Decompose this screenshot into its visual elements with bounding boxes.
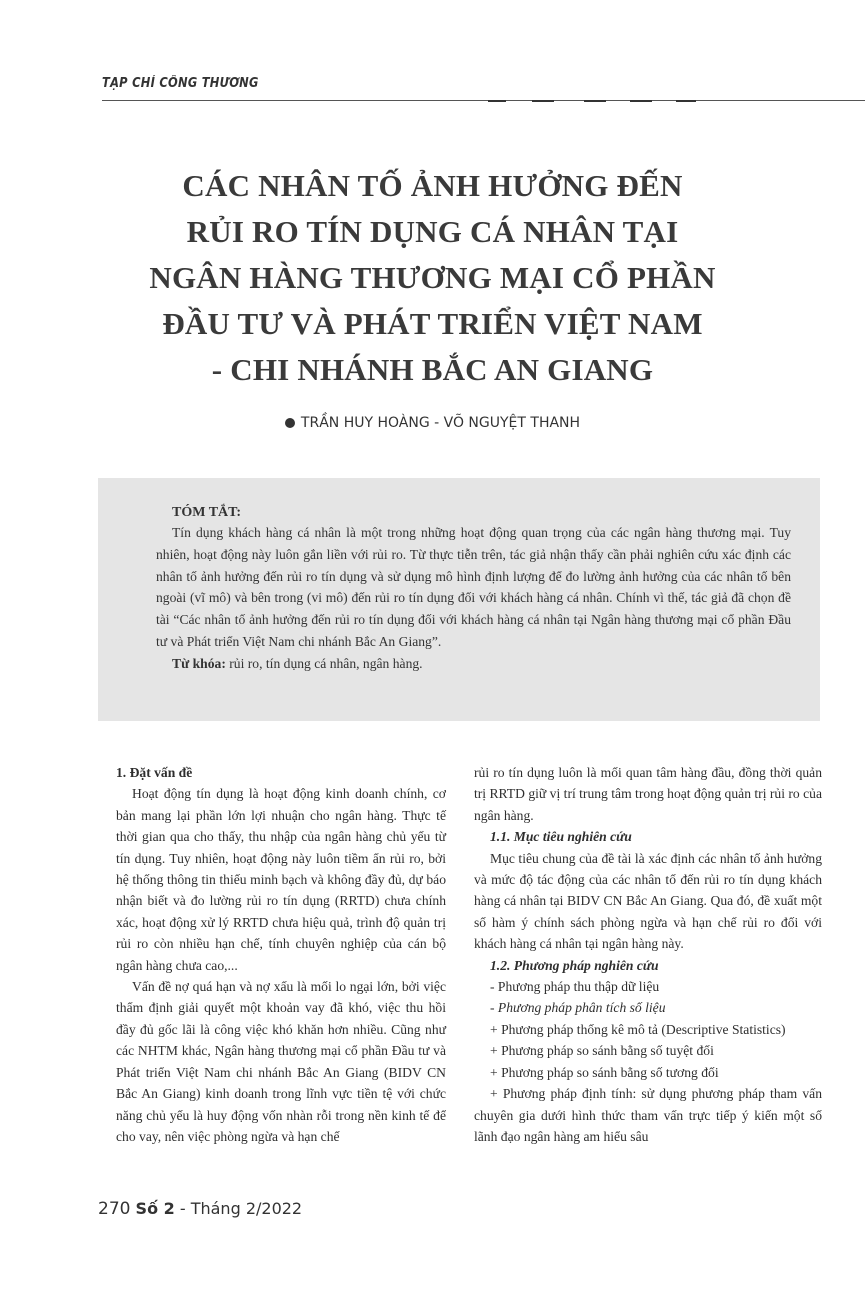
method-item: + Phương pháp so sánh bằng số tương đối [490, 1064, 719, 1080]
journal-header [102, 76, 865, 106]
title-line: RỦI RO TÍN DỤNG CÁ NHÂN TẠI [186, 214, 679, 249]
issue-date: - Tháng 2/2022 [174, 1199, 303, 1218]
paragraph: Vấn đề nợ quá hạn và nợ xấu là mối lo ngại lớn, bởi việc thẩm định giải quyết một khoản vay đã khó, việc thu hồi đầy đủ gốc lãi là công việc khó khăn hơn nhiều. Cũng như các NHTM khác, Ngân hàng thương mại cổ phần Đầu tư và Phát triển Việt Nam chi nhánh Bắc An Giang (BIDV CN Bắc An Giang) kinh doanh trong lĩnh vực tiền tệ với chức năng chủ yếu là huy động vốn nhàn rỗi trong nền kinh tế để cho vay, nên việc phòng ngừa và hạn chế [116, 979, 446, 1144]
header-dash [676, 100, 696, 102]
section-heading: 1. Đặt vấn đề [116, 765, 193, 780]
title-line: ĐẦU TƯ VÀ PHÁT TRIỂN VIỆT NAM [162, 306, 703, 341]
title-line: CÁC NHÂN TỐ ẢNH HƯỞNG ĐẾN [182, 168, 683, 203]
paragraph: rủi ro tín dụng luôn là mối quan tâm hàng đầu, đồng thời quản trị RRTD giữ vị trí trung tâm trong hoạt động quản trị rủi ro của ngân hàng. [474, 765, 822, 823]
header-rule [102, 100, 865, 101]
subsection-heading: 1.1. Mục tiêu nghiên cứu [490, 829, 632, 845]
author-names: TRẦN HUY HOÀNG - VÕ NGUYỆT THANH [300, 415, 581, 431]
abstract-body: Tín dụng khách hàng cá nhân là một trong những hoạt động quan trọng của các ngân hàng thương mại. Tuy nhiên, hoạt động này luôn gắn liền với rủi ro. Từ thực tiễn trên, tác giả nhận thấy cần phải nghiên cứu xác định các nhân tố ảnh hưởng đến rủi ro tín dụng và sử dụng mô hình định lượng để đo lường ảnh hưởng của các nhân tố bên ngoài (vĩ mô) và bên trong (vi mô) đến rủi ro tín dụng đối với khách hàng cá nhân. Chính vì thế, tác giả đã chọn đề tài “Các nhân tố ảnh hưởng đến rủi ro tín dụng đối với khách hàng cá nhân tại Ngân hàng thương mại cổ phần Đầu tư và Phát triển Việt Nam chi nhánh Bắc An Giang”. [156, 525, 791, 649]
page-footer [98, 1199, 302, 1219]
journal-name: TẠP CHÍ CÔNG THƯƠNG [102, 76, 259, 91]
header-dash [584, 100, 606, 102]
paragraph: Mục tiêu chung của đề tài là xác định các nhân tố ảnh hưởng và mức độ tác động của các nhân tố đến rủi ro tín dụng khách hàng cá nhân tại BIDV CN Bắc An Giang. Qua đó, đề xuất một số hàm ý chính sách phòng ngừa và hạn chế rủi ro đối với khách hàng cá nhân tại ngân hàng này. [474, 850, 822, 952]
header-dash [532, 100, 554, 102]
right-column [474, 762, 822, 1147]
page-number: 270 [98, 1199, 131, 1219]
issue-number: Số 2 [135, 1199, 175, 1218]
method-item: - Phương pháp phân tích số liệu [490, 1000, 666, 1016]
keywords-value: rủi ro, tín dụng cá nhân, ngân hàng. [225, 655, 423, 671]
method-item: + Phương pháp định tính: sử dụng phương pháp tham vấn chuyên gia dưới hình thức tham vấn trực tiếp ý kiến một số lãnh đạo ngân hàng am hiểu sâu [474, 1086, 822, 1144]
bullet-icon [285, 418, 295, 428]
authors [0, 415, 865, 431]
abstract-keywords [156, 653, 791, 675]
header-dash [630, 100, 652, 102]
article-title [120, 163, 745, 393]
subsection-heading: 1.2. Phương pháp nghiên cứu [490, 957, 659, 973]
header-dash [488, 100, 506, 102]
title-line: - CHI NHÁNH BẮC AN GIANG [211, 352, 654, 387]
abstract-box [98, 478, 820, 721]
title-line: NGÂN HÀNG THƯƠNG MẠI CỔ PHẦN [149, 260, 716, 295]
method-item: + Phương pháp thống kê mô tả (Descriptive Statistics) [490, 1021, 786, 1037]
paragraph: Hoạt động tín dụng là hoạt động kinh doanh chính, cơ bản mang lại phần lớn lợi nhuận cho ngân hàng. Thực tế thời gian qua cho thấy, thu nhập của ngân hàng chủ yếu từ tín dụng. Tuy nhiên, hoạt động này luôn tiềm ẩn rủi ro, bởi hệ thống thông tin thiếu minh bạch và không đầy đủ, dự báo nhận biết và đo lường rủi ro tín dụng (RRTD) chưa chính xác, hoạt động xử lý RRTD chưa hiệu quả, trình độ quản trị rủi ro còn nhiều hạn chế, tính chuyên nghiệp của cán bộ ngân hàng chưa cao,... [116, 786, 446, 973]
left-column [116, 762, 446, 1147]
keywords-label: Từ khóa: [172, 655, 226, 671]
method-item: - Phương pháp thu thập dữ liệu [490, 979, 660, 995]
abstract-heading: TÓM TẮT: [172, 505, 242, 520]
abstract-text [156, 522, 791, 675]
method-item: + Phương pháp so sánh bằng số tuyệt đối [490, 1043, 714, 1059]
